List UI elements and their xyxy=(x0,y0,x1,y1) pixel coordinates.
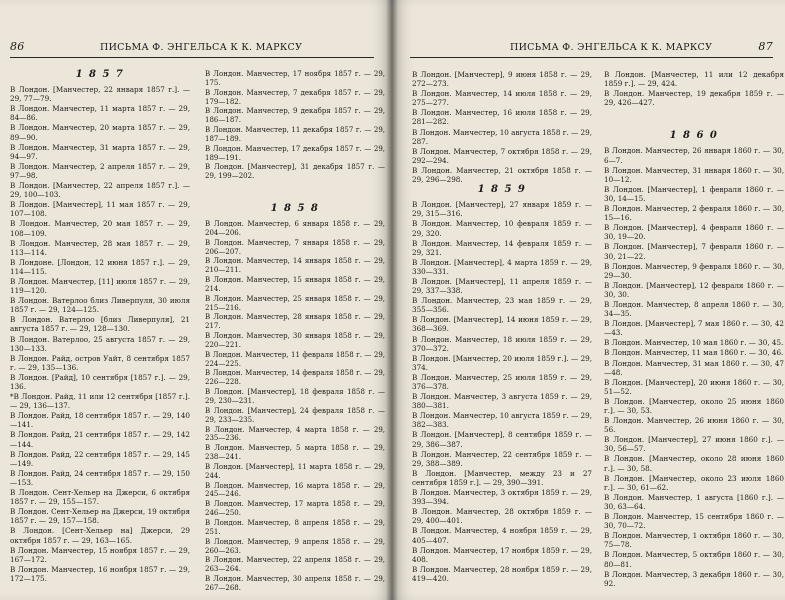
letter-entry: В Лондоне. [Лондон, 12 июня 1857 г.]. — 29, 114—115. xyxy=(10,257,190,276)
letter-entry: В Лондон. [Райд], 10 сентября [1857 г.]. — 29, 136. xyxy=(10,372,190,391)
letter-entry: В Лондон. Манчестер, 17 ноября 1857 г. — 29, 175. xyxy=(205,70,385,87)
letter-entry: В Лондон. [Манчестер], 9 июня 1858 г. — 29, 272—273. xyxy=(412,70,592,89)
letter-entry: В Лондон. Манчестер, 14 февраля 1858 г. — 29, 226—228. xyxy=(205,369,385,387)
letter-entry: В Лондон. [Манчестер], 4 февраля 1860 г. — 30, 19—20. xyxy=(604,223,784,242)
letter-entry: В Лондон. [Манчестер], 14 июня 1859 г. — 29, 368—369. xyxy=(412,315,592,334)
letter-entry: В Лондон. Манчестер, 31 мая 1860 г. — 30, 47—48. xyxy=(604,358,784,377)
letter-entry: В Лондон. [Манчестер], 20 июня 1860 г. — 30, 51—52. xyxy=(604,377,784,396)
letter-entry: В Лондон. Сент-Хельер на Джерси, 19 октября 1857 г. — 29, 157—158. xyxy=(10,507,190,526)
letter-entry: В Лондон. Манчестер, 30 января 1858 г. — 29, 220—221. xyxy=(205,332,385,349)
left-column-2 xyxy=(205,70,385,594)
letter-entry: В Лондон. [Манчестер], 1 февраля 1860 г. — 30, 14—15. xyxy=(604,184,784,203)
letter-entry: В Лондон. Манчестер, 9 декабря 1857 г. — 29, 186—187. xyxy=(205,107,385,125)
letter-entry: В Лондон. [Манчестер], 8 сентября 1859 г. — 29, 386—387. xyxy=(412,430,592,449)
letter-entry: В Лондон. Манчестер, 3 октября 1859 г. — 29, 393—394. xyxy=(412,488,592,507)
letter-entry: В Лондон. Ватерлоо близ Ливерпуля, 30 июля 1857 г. — 29, 124—125. xyxy=(10,296,190,315)
letter-entry: В Лондон. Манчестер, 26 июня 1860 г. — 30, 56. xyxy=(604,416,784,435)
letter-entry: В Лондон. Манчестер, 15 января 1858 г. — 29, 214. xyxy=(205,276,385,293)
letter-entry: В Лондон. Манчестер, 31 марта 1857 г. — 29, 94—97. xyxy=(10,142,190,161)
entry-list xyxy=(412,70,592,184)
running-title-left: ПИСЬМА Ф. ЭНГЕЛЬСА К К. МАРКСУ xyxy=(100,42,303,53)
letter-entry: В Лондон. Манчестер, 15 ноября 1857 г. — 29, 167—172. xyxy=(10,545,190,564)
book-gutter xyxy=(386,0,398,600)
letter-entry: В Лондон. Манчестер, 11 марта 1857 г. — 29, 84—86. xyxy=(10,104,190,123)
header-rule-right xyxy=(410,57,773,58)
letter-entry: В Лондон. Манчестер, 11 мая 1860 г. — 30, 46. xyxy=(604,348,784,358)
letter-entry: В Лондон. Манчестер, [11] июля 1857 г. — 29, 119—120. xyxy=(10,276,190,296)
letter-entry: В Лондон. Манчестер, 18 июля 1859 г. — 29, 370—372. xyxy=(412,334,592,353)
letter-entry: В Лондон. [Манчестер], 4 марта 1859 г. — 29, 330—331. xyxy=(412,257,592,276)
letter-entry: В Лондон. Манчестер, 14 января 1858 г. — 29, 210—211. xyxy=(205,257,385,275)
entry-list xyxy=(205,220,385,593)
letter-entry: В Лондон. Манчестер, 11 февраля 1858 г. — 29, 224—225. xyxy=(205,350,385,368)
letter-entry: В Лондон. Манчестер, 9 апреля 1858 г. — 29, 260—263. xyxy=(205,537,385,555)
letter-entry: В Лондон. [Манчестер], 11 апреля 1859 г. — 29, 337—338. xyxy=(412,276,592,296)
letter-entry: В Лондон. [Сент-Хельер на] Джерси, 29 октября 1857 г. — 29, 163—165. xyxy=(10,526,190,545)
letter-entry: В Лондон. Манчестер, 31 января 1860 г. — 30, 10—12. xyxy=(604,165,784,184)
letter-entry: В Лондон. Манчестер, 16 июля 1858 г. — 29, 281—282. xyxy=(412,108,592,127)
letter-entry: В Лондон. Манчестер, 16 марта 1858 г. — 29, 245—246. xyxy=(205,481,385,499)
letter-entry: В Лондон. Манчестер, 23 мая 1859 г. — 29, 355—356. xyxy=(412,296,592,315)
letter-entry: В Лондон. Манчестер, 28 января 1858 г. — 29, 217. xyxy=(205,313,385,331)
right-column-2 xyxy=(604,70,784,589)
letter-entry: В Лондон. Манчестер, 2 февраля 1860 г. — 30, 15—16. xyxy=(604,204,784,223)
letter-entry: В Лондон. Манчестер, 20 марта 1857 г. — 29, 89—90. xyxy=(10,123,190,142)
letter-entry: В Лондон. Манчестер, 28 октября 1859 г. — 29, 400—401. xyxy=(412,507,592,526)
letter-entry: В Лондон. [Манчестер, 22 января 1857 г.]. — 29, 77—79. xyxy=(10,85,190,104)
letter-entry: В Лондон. [Манчестер], 11 мая 1857 г. — 29, 107—108. xyxy=(10,200,190,219)
letter-entry: В Лондон. Манчестер, 5 марта 1858 г. — 29, 238—241. xyxy=(205,444,385,462)
entry-list xyxy=(10,85,190,583)
letter-entry: В Лондон. Манчестер, 10 февраля 1859 г. — 29, 320. xyxy=(412,219,592,238)
letter-entry: В Лондон. Сент-Хельер на Джерси, 6 октября 1857 г. — 29, 155—157. xyxy=(10,488,190,507)
entry-list xyxy=(412,200,592,583)
letter-entry: В Лондон. Манчестер, 3 августа 1859 г. — 29, 380—381. xyxy=(412,392,592,411)
letter-entry: В Лондон. Манчестер, 21 октября 1858 г. — 29, 296—298. xyxy=(412,165,592,185)
letter-entry: *В Лондон. Райд, 11 или 12 сентября [1857 г.]. — 29, 136—137. xyxy=(10,392,190,411)
letter-entry: В Лондон. Манчестер, 7 декабря 1857 г. — 29, 179—182. xyxy=(205,88,385,106)
year-heading: 1 8 5 7 xyxy=(75,69,125,80)
letter-entry: В Лондон. Манчестер, 15 сентября 1860 г. — 30, 70—72. xyxy=(604,512,784,531)
letter-entry: В Лондон. Манчестер, 11 декабря 1857 г. — 29, 187—189. xyxy=(205,126,385,143)
letter-entry: В Лондон. Манчестер, 8 апреля 1858 г. — 29, 251. xyxy=(205,518,385,536)
letter-entry: В Лондон. [Манчестер], 11 марта 1858 г. — 29, 244. xyxy=(205,462,385,480)
letter-entry: В Лондон. Манчестер, 1 августа [1860 г.]. — 30, 63—64. xyxy=(604,492,784,511)
letter-entry: В Лондон. Манчестер, 22 сентября 1859 г. — 29, 388—389. xyxy=(412,449,592,468)
running-title-right: ПИСЬМА Ф. ЭНГЕЛЬСА К К. МАРКСУ xyxy=(510,42,713,53)
letter-entry: В Лондон. Манчестер, 10 мая 1860 г. — 30, 45. xyxy=(604,338,784,348)
page-number-left: 86 xyxy=(10,40,25,53)
letter-entry: В Лондон. [Манчестер, 22 апреля 1857 г.]. — 29, 100—103. xyxy=(10,181,190,200)
letter-entry: В Лондон. Манчестер, 10 августа 1859 г. — 29, 382—383. xyxy=(412,411,592,430)
letter-entry: В Лондон. Манчестер, 7 октября 1858 г. — 29, 292—294. xyxy=(412,146,592,165)
letter-entry: В Лондон. [Манчестер, около 25 июня 1860 г.]. — 30, 53. xyxy=(604,396,784,415)
letter-entry: В Лондон. [Манчестер, 11 или 12 декабря 1859 г.]. — 29, 424. xyxy=(604,70,784,89)
letter-entry: В Лондон. Райд, остров Уайт, 8 сентября 1857 г. — 29, 135—136. xyxy=(10,353,190,372)
letter-entry: В Лондон. Манчестер, 2 апреля 1857 г. — 29, 97—98. xyxy=(10,161,190,180)
letter-entry: В Лондон. Манчестер, 3 декабря 1860 г. — 30, 92. xyxy=(604,569,784,588)
letter-entry: В Лондон. Ватерлоо [близ Ливерпуля], 21 августа 1857 г. — 29, 128—130. xyxy=(10,315,190,334)
letter-entry: В Лондон. [Манчестер, около 28 июня 1860 г.]. — 30, 58. xyxy=(604,454,784,473)
left-page xyxy=(0,0,392,600)
letter-entry: В Лондон. Манчестер, 5 октября 1860 г. — 30, 80—81. xyxy=(604,550,784,569)
letter-entry: В Лондон. Манчестер, 1 октября 1860 г. — 30, 75—78. xyxy=(604,531,784,550)
letter-entry: В Лондон. Райд, 21 сентября 1857 г. — 29, 142—144. xyxy=(10,430,190,449)
letter-entry: В Лондон. Манчестер, 25 января 1858 г. — 29, 215—216. xyxy=(205,294,385,312)
letter-entry: В Лондон. Манчестер, 17 декабря 1857 г. — 29, 189—191. xyxy=(205,144,385,162)
header-rule-left xyxy=(10,57,374,58)
letter-entry: В Лондон. Манчестер, 17 марта 1858 г. — 29, 246—250. xyxy=(205,500,385,518)
letter-entry: В Лондон. Манчестер, 20 мая 1857 г. — 29, 108—109. xyxy=(10,219,190,238)
year-heading: 1 8 5 8 xyxy=(270,203,320,215)
letter-entry: В Лондон. [Манчестер], 7 февраля 1860 г. — 30, 21—22. xyxy=(604,242,784,261)
letter-entry: В Лондон. [Манчестер, 20 июля 1859 г.]. — 29, 374. xyxy=(412,353,592,372)
letter-entry: В Лондон. Манчестер, 19 декабря 1859 г. — 29, 426—427. xyxy=(604,89,784,108)
letter-entry: В Лондон. Манчестер, 14 февраля 1859 г. — 29, 321. xyxy=(412,238,592,257)
letter-entry: В Лондон. Манчестер, 17 ноября 1859 г. — 29, 408. xyxy=(412,545,592,564)
letter-entry: В Лондон. [Манчестер, между 23 и 27 сентября 1859 г.]. — 29, 390—391. xyxy=(412,468,592,487)
letter-entry: В Лондон. [Манчестер], 12 февраля 1860 г. — 30, 30. xyxy=(604,280,784,299)
letter-entry: В Лондон. [Манчестер], 27 июня 1860 г.]. — 30, 56—57. xyxy=(604,435,784,454)
letter-entry: В Лондон. Манчестер, 25 июля 1859 г. — 29, 376—378. xyxy=(412,372,592,391)
letter-entry: В Лондон. [Манчестер], 31 декабря 1857 г. — 29, 199—202. xyxy=(205,163,385,181)
letter-entry: В Лондон. Манчестер, 22 апреля 1858 г. — 29, 263—264. xyxy=(205,556,385,574)
entry-list xyxy=(205,70,385,181)
letter-entry: В Лондон. Манчестер, 28 мая 1857 г. — 29, 113—114. xyxy=(10,238,190,257)
letter-entry: В Лондон. Манчестер, 8 апреля 1860 г. — 30, 34—35. xyxy=(604,299,784,319)
letter-entry: В Лондон. Манчестер, 4 ноября 1859 г. — 29, 405—407. xyxy=(412,526,592,545)
right-page xyxy=(392,0,785,600)
letter-entry: В Лондон. Манчестер, 7 января 1858 г. — 29, 206—207. xyxy=(205,238,385,256)
letter-entry: В Лондон. Манчестер, 9 февраля 1860 г. — 30, 29—30. xyxy=(604,261,784,280)
letter-entry: В Лондон. Манчестер, 14 июля 1858 г. — 29, 275—277. xyxy=(412,89,592,108)
letter-entry: В Лондон. Манчестер, 30 апреля 1858 г. — 29, 267—268. xyxy=(205,575,385,592)
left-column-1 xyxy=(10,70,190,584)
letter-entry: В Лондон. Манчестер, 4 марта 1858 г. — 29, 235—236. xyxy=(205,425,385,443)
entry-list xyxy=(604,146,784,587)
letter-entry: В Лондон. Райд, 24 сентября 1857 г. — 29, 150—153. xyxy=(10,468,190,487)
letter-entry: В Лондон. [Манчестер], 18 февраля 1858 г. — 29, 230—231. xyxy=(205,388,385,405)
letter-entry: В Лондон. [Манчестер, около 23 июля 1860 г.]. — 30, 61—62. xyxy=(604,473,784,492)
letter-entry: В Лондон. Манчестер, 6 января 1858 г. — 29, 204—206. xyxy=(205,219,385,237)
letter-entry: В Лондон. Манчестер, 26 января 1860 г. — 30, 6—7. xyxy=(604,146,784,165)
year-heading: 1 8 6 0 xyxy=(669,130,719,142)
letter-entry: В Лондон. Райд, 18 сентября 1857 г. — 29, 140—141. xyxy=(10,411,190,430)
right-column-1 xyxy=(412,70,592,584)
letter-entry: В Лондон. [Манчестер], 27 января 1859 г. — 29, 315—316. xyxy=(412,200,592,219)
letter-entry: В Лондон. Манчестер, 28 ноября 1859 г. — 29, 419—420. xyxy=(412,564,592,583)
year-heading: 1 8 5 9 xyxy=(477,184,527,196)
letter-entry: В Лондон. Ватерлоо, 25 августа 1857 г. — 29, 130—133. xyxy=(10,334,190,353)
letter-entry: В Лондон. Манчестер, 10 августа 1858 г. — 29, 287. xyxy=(412,127,592,146)
page-number-right: 87 xyxy=(758,40,773,53)
letter-entry: В Лондон. Райд, 22 сентября 1857 г. — 29, 145—149. xyxy=(10,449,190,468)
letter-entry: В Лондон. [Манчестер], 7 мая 1860 г. — 30, 42—43. xyxy=(604,319,784,338)
letter-entry: В Лондон. Манчестер, 16 ноября 1857 г. — 29, 172—175. xyxy=(10,564,190,583)
entry-list xyxy=(604,70,784,107)
letter-entry: В Лондон. [Манчестер], 24 февраля 1858 г. — 29, 233—235. xyxy=(205,406,385,424)
